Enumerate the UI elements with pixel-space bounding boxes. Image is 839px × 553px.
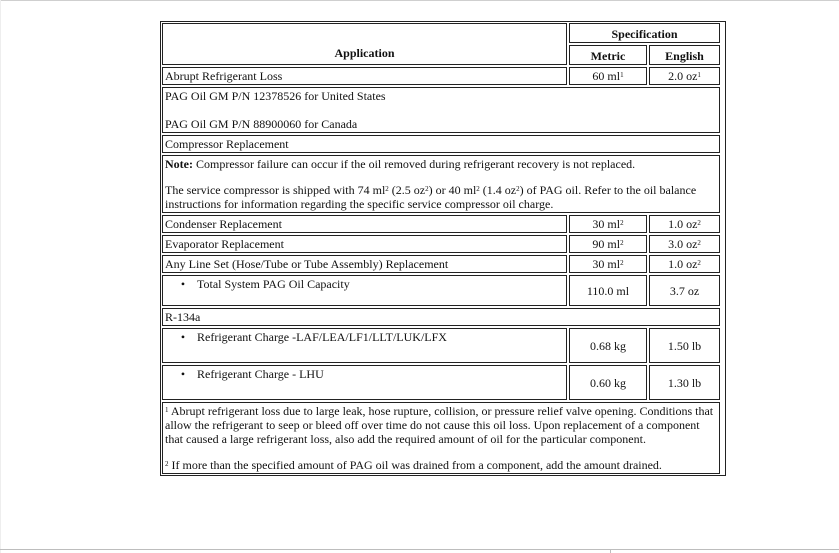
table-row [162,308,724,326]
evaporator-metric: 90 $ml^2$ [569,235,647,253]
specification-header: Specification [569,23,720,43]
refrigerant-type-label: R-134a [162,308,720,326]
refrigerant-charge-1-label: • Refrigerant Charge -LAF/LEA/LF1/LLT/LUK/LFX [162,328,567,363]
line-set-english: 1.0 $oz^2$ [649,255,720,273]
compressor-note: Note: Compressor failure can occur if the oil removed during refrigerant recovery is not replaced. [165,157,636,171]
service-compressor-text: The service compressor is shipped with 74 $ml^2$ (2.5 $oz^2$) or 40 $ml^2$ (1.4 $oz^2$) of PAG oil. Refer to the oil balance instructions for information regarding the specific service compressor oil charge. [165,183,697,211]
pag-oil-us: PAG Oil GM P/N 12378526 for United States [165,89,386,103]
total-capacity-label: • Total System PAG Oil Capacity [162,275,567,306]
footnote-2: $^2$ If more than the specified amount of PAG oil was drained from a component, add the amount drained. [165,458,662,472]
compressor-replacement-label: Compressor Replacement [162,135,720,153]
condenser-label: Condenser Replacement [162,215,567,233]
pag-oil-canada: PAG Oil GM P/N 88900060 for Canada [165,117,358,131]
line-set-label: Any Line Set (Hose/Tube or Tube Assembly) Replacement [162,255,567,273]
compressor-note-cell [162,155,720,213]
table-row [162,155,724,213]
refrigerant-charge-2-label: • Refrigerant Charge - LHU [162,365,567,400]
condenser-english: 1.0 $oz^2$ [649,215,720,233]
line-set-metric: 30 $ml^2$ [569,255,647,273]
table-header [162,23,724,65]
table-row [162,255,724,273]
footnotes-cell [162,402,720,474]
english-header: English [649,45,720,65]
evaporator-english: 3.0 $oz^2$ [649,235,720,253]
footnote-1: $^1$ Abrupt refrigerant loss due to large leak, hose rupture, collision, or pressure relief valve opening. Conditions that allow the refrigerant to seep or bleed off over time do not cause this oil loss. Upon replacement of a component that caused a large refrigerant loss, also add the required amount of oil for the particular component. [165,404,714,446]
total-capacity-metric: 110.0 ml [569,275,647,306]
refrigerant-charge-2-english: 1.30 lb [649,365,720,400]
unit-headers [569,45,720,65]
bottom-rule-divider [610,549,611,553]
metric-header: Metric [569,45,647,65]
refrigerant-charge-1-english: 1.50 lb [649,328,720,363]
total-capacity-english: 3.7 oz [649,275,720,306]
table-row [162,87,724,133]
refrigerant-charge-2-metric: 0.60 kg [569,365,647,400]
table-row [162,365,724,400]
left-rule [0,0,1,553]
table-row [162,275,724,306]
specification-table [160,21,726,476]
table-row [162,67,724,85]
bottom-rule [0,549,839,550]
table-row [162,402,724,474]
table-row [162,235,724,253]
pag-oil-cell [162,87,720,133]
abrupt-loss-metric: 60 $ml^1$ [569,67,647,85]
specification-header-group [569,23,720,65]
abrupt-loss-label: Abrupt Refrigerant Loss [162,67,567,85]
table-row [162,328,724,363]
table-row [162,135,724,153]
abrupt-loss-english: 2.0 $oz^1$ [649,67,720,85]
evaporator-label: Evaporator Replacement [162,235,567,253]
table-row [162,215,724,233]
top-rule [0,0,839,1]
refrigerant-charge-1-metric: 0.68 kg [569,328,647,363]
condenser-metric: 30 $ml^2$ [569,215,647,233]
application-header: Application [162,23,567,65]
